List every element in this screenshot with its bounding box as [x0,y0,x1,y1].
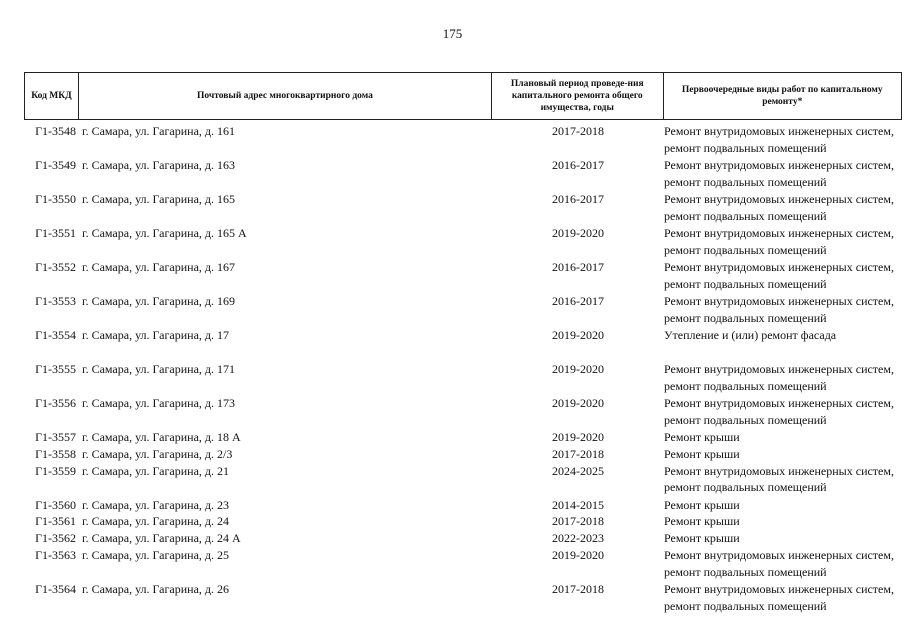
row-period: 2017-2018 [552,124,604,138]
row-works: Ремонт крыши [664,514,740,529]
row-works: Ремонт внутридомовых инженерных систем, ремонт подвальных помещений [664,547,894,579]
row-address: г. Самара, ул. Гагарина, д. 171 [82,362,236,376]
header-code: Код МКД [25,73,79,119]
row-period: 2019-2020 [552,362,604,376]
row-code: Г1-3558 [35,446,76,461]
header-works: Первоочередные виды работ по капитальному ремонту* [681,85,883,107]
row-period: 2017-2018 [552,446,604,461]
row-works: Ремонт внутридомовых инженерных систем, ремонт подвальных помещений [664,124,894,155]
table-row [24,547,902,581]
row-address: г. Самара, ул. Гагарина, д. 2/3 [82,446,233,461]
table-row [24,530,902,547]
row-address: г. Самара, ул. Гагарина, д. 167 [82,260,236,274]
row-period: 2016-2017 [552,260,604,274]
row-code: Г1-3548 [35,124,76,138]
row-code: Г1-3555 [35,362,76,376]
table-row [24,429,902,446]
row-works: Ремонт внутридомовых инженерных систем, ремонт подвальных помещений [664,396,894,427]
row-period: 2016-2017 [552,294,604,308]
table-row [24,293,902,327]
row-code: Г1-3562 [35,531,76,546]
row-code: Г1-3554 [35,328,76,342]
row-address: г. Самара, ул. Гагарина, д. 18 А [82,430,241,444]
row-code: Г1-3561 [35,514,76,529]
table-row [24,463,902,497]
table-row [24,581,902,615]
table-row [24,361,902,395]
row-works: Ремонт внутридомовых инженерных систем, ремонт подвальных помещений [664,581,894,613]
table-row [24,513,902,530]
table-row [24,225,902,259]
row-works: Ремонт крыши [664,446,740,461]
row-period: 2019-2020 [552,396,604,410]
table-header [24,72,902,120]
row-works: Ремонт внутридомовых инженерных систем, ремонт подвальных помещений [664,192,894,223]
table-row [24,259,902,293]
row-address: г. Самара, ул. Гагарина, д. 23 [82,497,230,512]
row-period: 2019-2020 [552,328,604,342]
row-works: Ремонт крыши [664,497,740,512]
row-code: Г1-3560 [35,497,76,512]
table-row [24,497,902,514]
header-period: Плановый период проведе-ния капитального ремонта общего имущества, годы [492,73,664,119]
row-period: 2019-2020 [552,430,604,444]
row-code: Г1-3557 [35,430,76,444]
row-address: г. Самара, ул. Гагарина, д. 17 [82,328,230,342]
row-works: Ремонт внутридомовых инженерных систем, ремонт подвальных помещений [664,362,894,393]
table-row [24,191,902,225]
row-period: 2016-2017 [552,192,604,206]
page-number: 175 [442,26,463,41]
row-works: Ремонт внутридомовых инженерных систем, ремонт подвальных помещений [664,463,894,495]
row-code: Г1-3550 [35,192,76,206]
row-address: г. Самара, ул. Гагарина, д. 163 [82,158,236,172]
row-period: 2019-2020 [552,547,604,562]
row-works: Ремонт внутридомовых инженерных систем, ремонт подвальных помещений [664,260,894,291]
row-period: 2024-2025 [552,463,604,478]
row-period: 2022-2023 [552,531,604,546]
row-works: Утепление и (или) ремонт фасада [664,328,837,342]
table-row [24,157,902,191]
row-address: г. Самара, ул. Гагарина, д. 24 [82,514,230,529]
row-address: г. Самара, ул. Гагарина, д. 169 [82,294,236,308]
table-row [24,123,902,157]
row-code: Г1-3551 [35,226,76,240]
row-code: Г1-3556 [35,396,76,410]
row-code: Г1-3553 [35,294,76,308]
row-code: Г1-3564 [35,581,76,596]
row-address: г. Самара, ул. Гагарина, д. 25 [82,547,230,562]
row-code: Г1-3549 [35,158,76,172]
row-code: Г1-3559 [35,463,76,478]
row-period: 2017-2018 [552,514,604,529]
row-period: 2017-2018 [552,581,604,596]
table-row [24,395,902,429]
row-works: Ремонт внутридомовых инженерных систем, ремонт подвальных помещений [664,294,894,325]
row-address: г. Самара, ул. Гагарина, д. 165 [82,192,236,206]
row-period: 2014-2015 [552,497,604,512]
row-code: Г1-3563 [35,547,76,562]
row-works: Ремонт крыши [664,531,740,546]
table-row [24,446,902,463]
row-works: Ремонт крыши [664,430,740,444]
row-works: Ремонт внутридомовых инженерных систем, ремонт подвальных помещений [664,226,894,257]
row-address: г. Самара, ул. Гагарина, д. 165 А [82,226,247,240]
row-address: г. Самара, ул. Гагарина, д. 26 [82,581,230,596]
row-code: Г1-3552 [35,260,76,274]
row-works: Ремонт внутридомовых инженерных систем, ремонт подвальных помещений [664,158,894,189]
row-period: 2019-2020 [552,226,604,240]
row-address: г. Самара, ул. Гагарина, д. 173 [82,396,236,410]
row-address: г. Самара, ул. Гагарина, д. 24 А [82,531,241,546]
table-body [24,123,902,615]
row-address: г. Самара, ул. Гагарина, д. 161 [82,124,236,138]
row-address: г. Самара, ул. Гагарина, д. 21 [82,463,230,478]
row-period: 2016-2017 [552,158,604,172]
header-address: Почтовый адрес многоквартирного дома [79,73,492,119]
table-row [24,327,902,361]
